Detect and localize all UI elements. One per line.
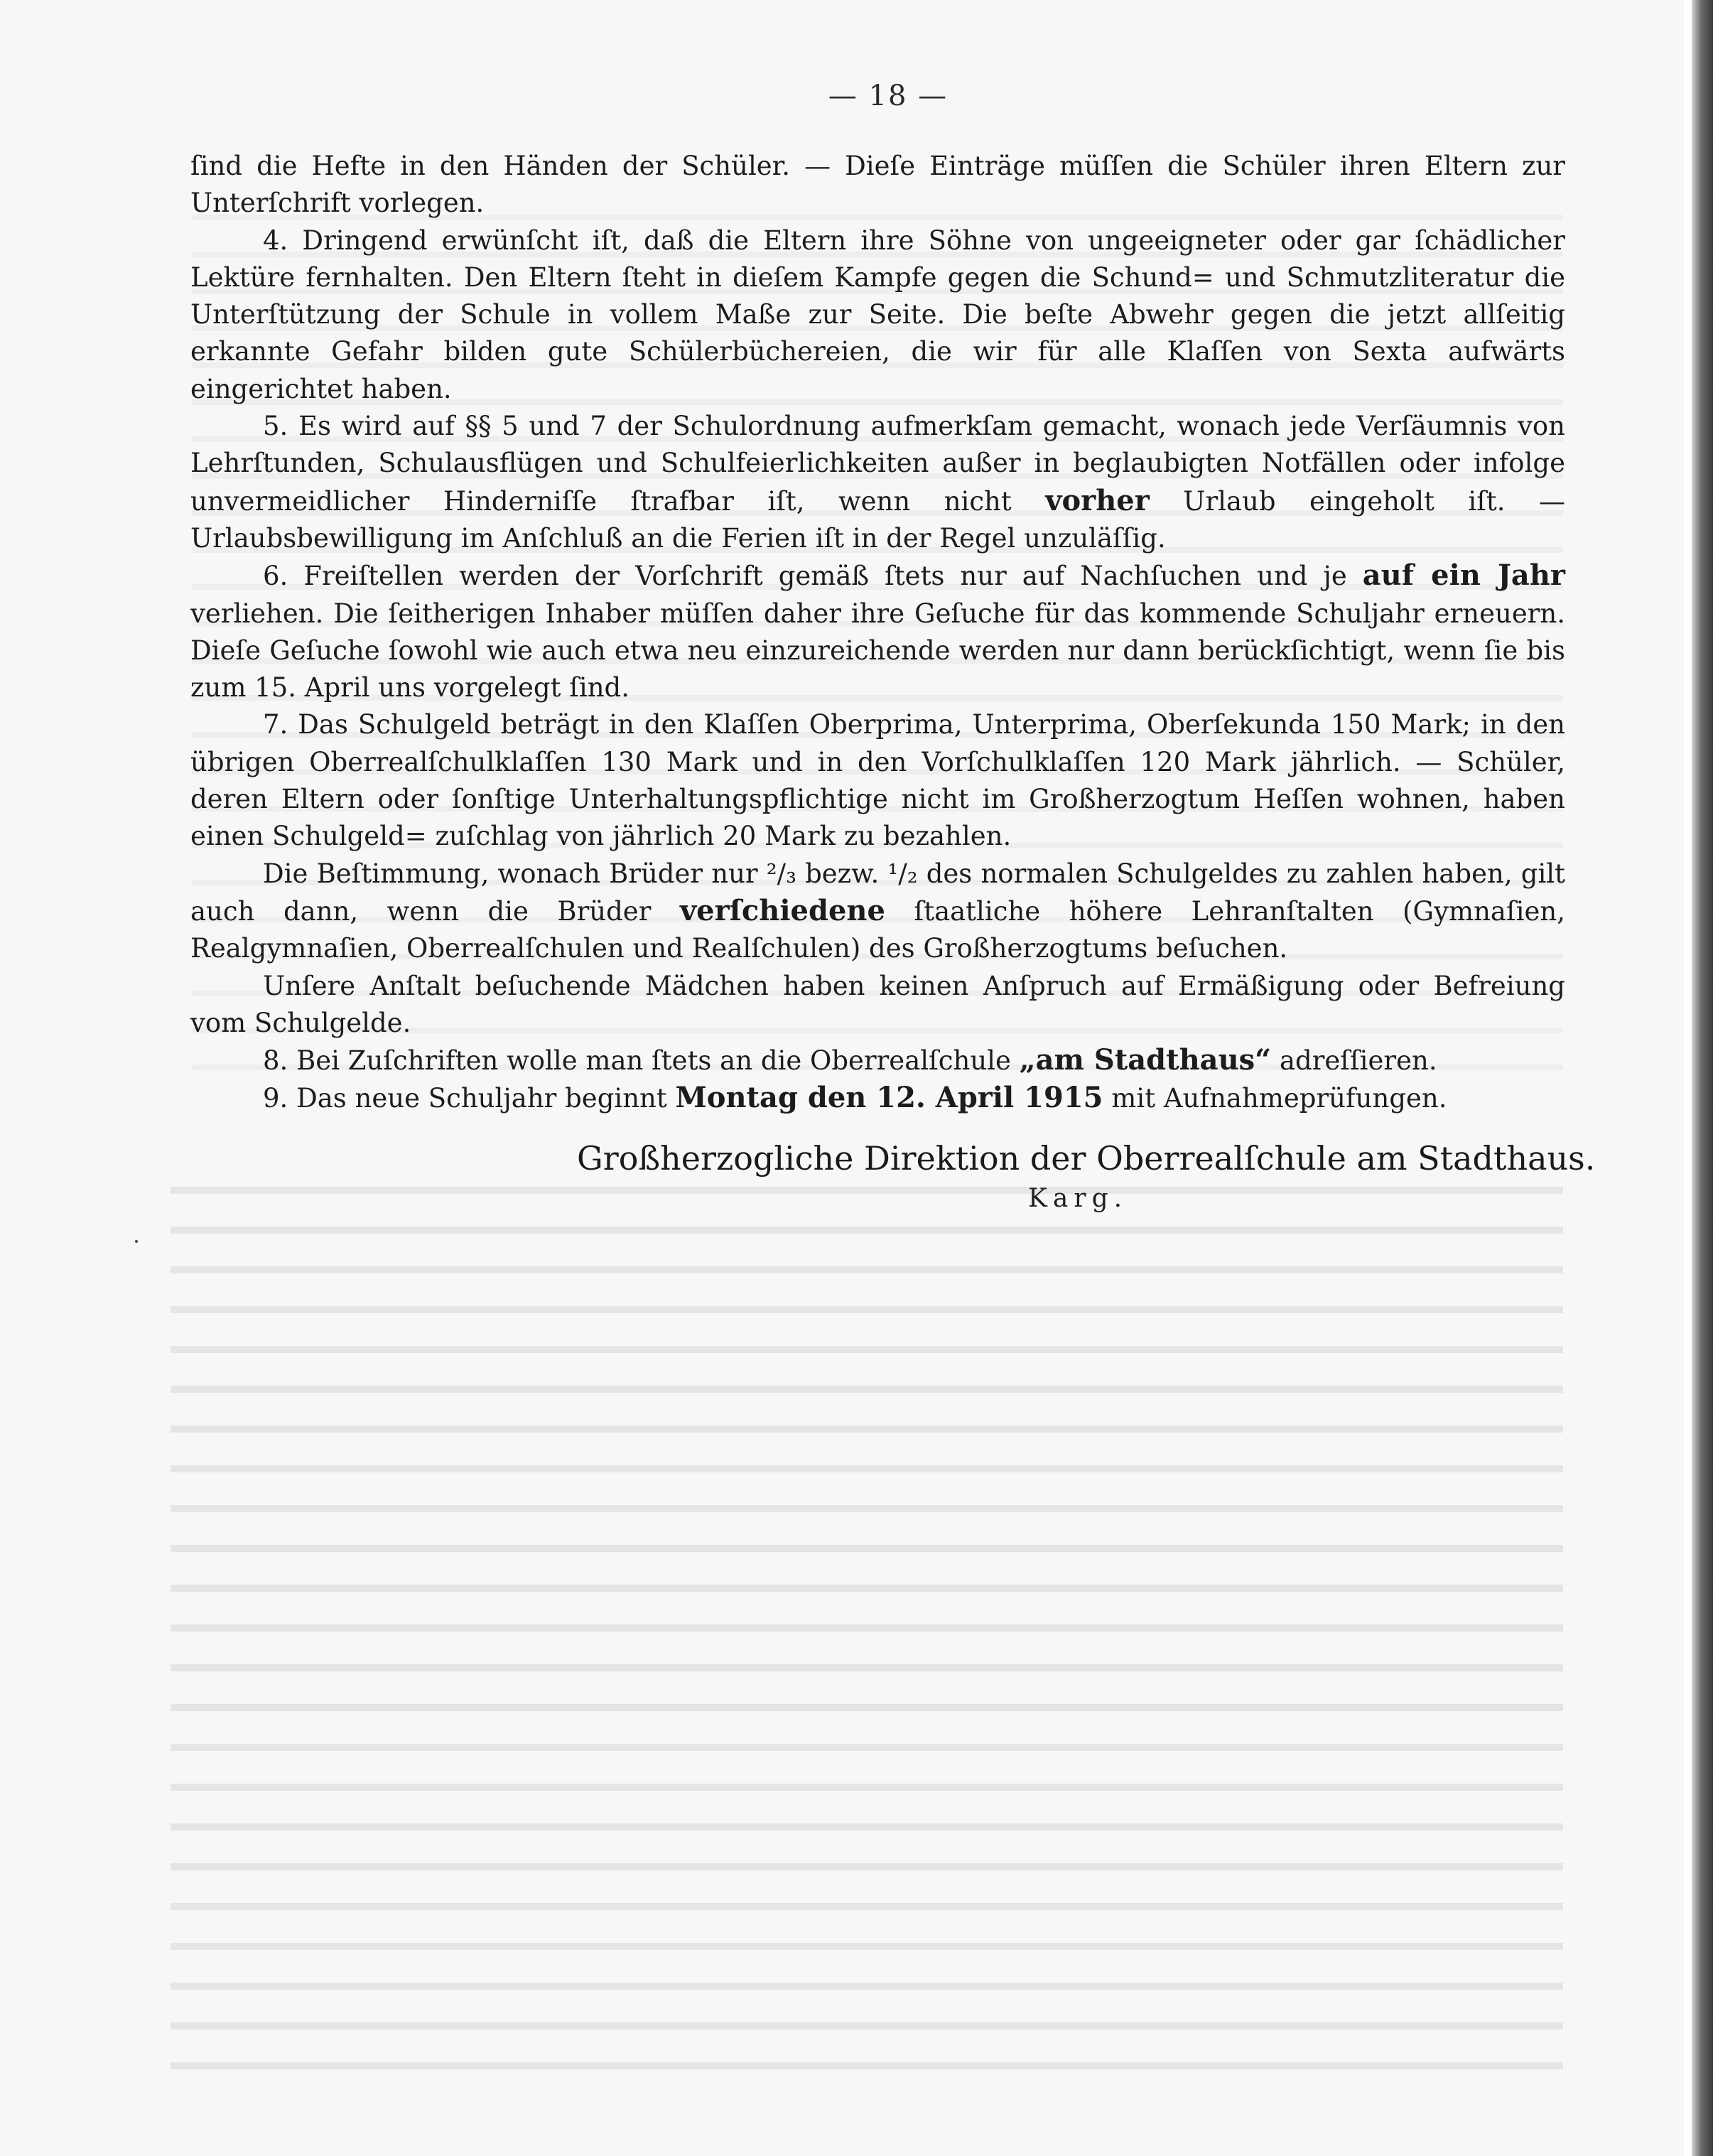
paragraph-8-text-after: adreſſieren. [1279, 1045, 1437, 1077]
body-text [190, 148, 1565, 1118]
scanner-edge-shadow [1692, 0, 1713, 2156]
page-number: — 18 — [828, 80, 949, 112]
bleed-through-texture-lower [171, 1165, 1563, 2075]
paragraph-7-girls: Unſere Anſtalt beſuchende Mädchen haben keinen Anſpruch auf Ermäßigung oder Befreiung vom Schulgelde. [190, 970, 1565, 1038]
paragraph-6-text-before: 6. Freiſtellen werden der Vorſchrift gemäß ſtets nur auf Nachſuchen und je [263, 561, 1347, 592]
paragraph-5-absences [190, 408, 1565, 557]
paragraph-8-correspondence [190, 1042, 1565, 1079]
paragraph-7b-text-after: ſtaatliche höhere Lehranſtalten (Gymnaſien, Realgymnaſien, Oberrealſchulen und Realſchulen) des Großherzogtums beſuchen. [190, 895, 1566, 964]
paragraph-continuation: ſind die Hefte in den Händen der Schüler. — Dieſe Einträge müſſen die Schüler ihren Eltern zur Unterſchrift vorlegen. [190, 151, 1565, 219]
paragraph-7b-emphasis: verſchiedene [679, 893, 885, 927]
paragraph-7-tuition: 7. Das Schulgeld beträgt in den Klaſſen Oberprima, Unterprima, Oberſekunda 150 Mark; in den übrigen Oberrealſchulklaſſen 130 Mark und in den Vorſchulklaſſen 120 Mark jährlich. — Schüler, deren Eltern oder ſonſtige Unterhaltungspflichtige nicht im Großherzogtum Heſſen wohnen, haben einen Schulgeld= zuſchlag von jährlich 20 Mark zu bezahlen. [190, 709, 1565, 852]
paragraph-4-reading-material: 4. Dringend erwünſcht iſt, daß die Eltern ihre Söhne von ungeeigneter oder gar ſchädlicher Lektüre fernhalten. Den Eltern ſteht in dieſem Kampfe gegen die Schund= und Schmutzliteratur die Unterſtützung der Schule in vollem Maße zur Seite. Die beſte Abwehr gegen die jetzt allſeitig erkannte Gefahr bilden gute Schülerbüchereien, die wir für alle Klaſſen von Sexta aufwärts eingerichtet haben. [190, 225, 1565, 404]
signature-block [577, 1137, 1596, 1213]
paragraph-9-emphasis: Montag den 12. April 1915 [675, 1081, 1103, 1115]
paragraph-5-text-before: 5. Es wird auf §§ 5 und 7 der Schulordnung aufmerkſam gemacht, wonach jede Verſäumnis von Lehrſtunden, Schulausflügen und Schulfeierlichkeiten außer in beglaubigten Notfällen oder infolge unvermeidlicher Hinderniſſe ſtrafbar iſt, wenn nicht [190, 411, 1565, 517]
paragraph-6-text-after: verliehen. Die ſeitherigen Inhaber müſſen daher ihre Geſuche für das kommende Schuljahr erneuern. Dieſe Geſuche ſowohl wie auch etwa neu einzureichende werden nur dann berückſichtigt, wenn ſie bis zum 15. April uns vorgelegt ſind. [190, 598, 1565, 704]
paragraph-9-school-year [190, 1079, 1565, 1117]
signature-name: Karg. [1028, 1184, 1128, 1213]
paragraph-8-emphasis: „am Stadthaus“ [1019, 1043, 1272, 1077]
paragraph-6-emphasis: auf ein Jahr [1362, 559, 1565, 593]
signature-institution: Großherzogliche Direktion der Oberrealſchule am Stadthaus. [577, 1139, 1596, 1177]
paragraph-8-text-before: 8. Bei Zuſchriften wolle man ſtets an die Oberrealſchule [263, 1045, 1011, 1077]
paragraph-5-text-after: Urlaub eingeholt iſt. — Urlaubsbewilligung im Anſchluß an die Ferien iſt in der Regel unzuläſſig. [190, 485, 1565, 554]
paragraph-9-text-after: mit Aufnahmeprüfungen. [1111, 1083, 1447, 1114]
paragraph-7b-text-before: Die Beſtimmung, wonach Brüder nur ²/₃ bezw. ¹/₂ des normalen Schulgeldes zu zahlen haben, gilt auch dann, wenn die Brüder [190, 858, 1565, 927]
scan-speck [135, 1240, 138, 1243]
paragraph-6-free-places [190, 557, 1565, 706]
paragraph-7-siblings [190, 856, 1565, 968]
paragraph-9-text-before: 9. Das neue Schuljahr beginnt [263, 1083, 667, 1114]
paragraph-5-emphasis: vorher [1045, 483, 1150, 517]
